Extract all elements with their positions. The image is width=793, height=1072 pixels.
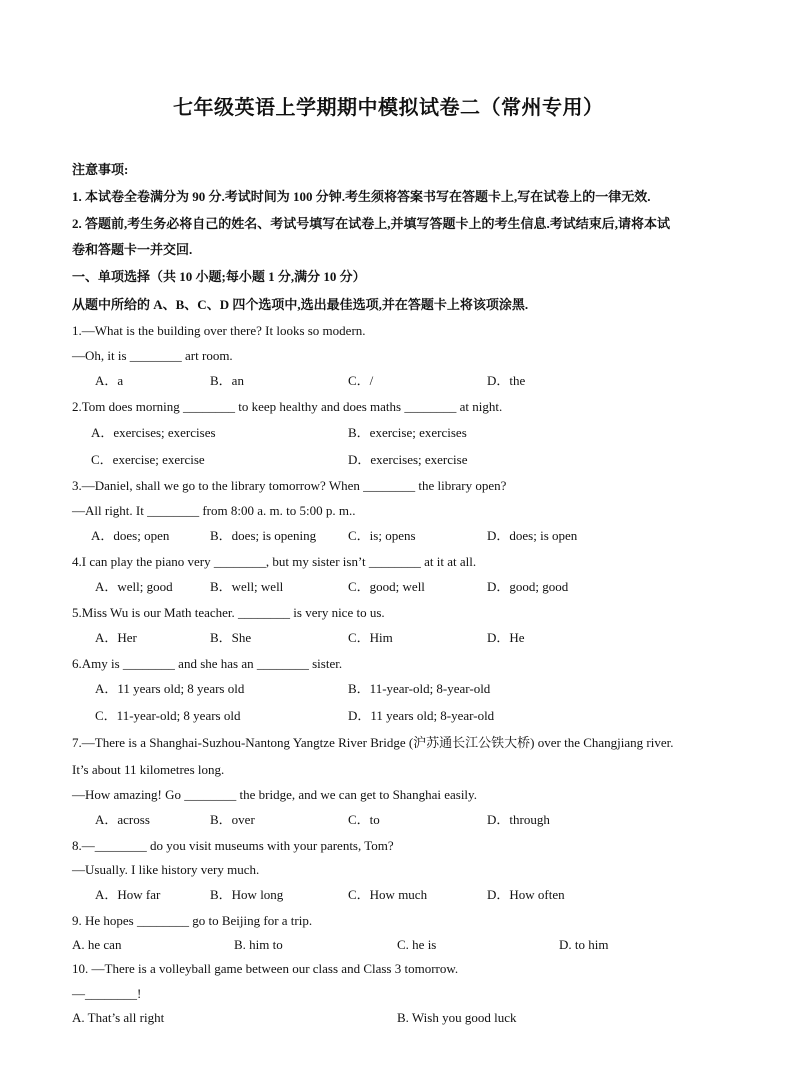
question-5-option-a: A．Her [95,630,137,645]
question-1-reply: —Oh, it is ________ art room. [72,348,233,363]
question-6-stem: 6.Amy is ________ and she has an ________ sister. [72,656,343,671]
notice-heading: 注意事项: [72,162,129,177]
question-6-option-d: D．11 years old; 8-year-old [348,708,495,723]
question-9-option-c: C. he is [397,937,437,952]
question-5-option-b: B．She [210,630,252,645]
question-5-stem: 5.Miss Wu is our Math teacher. ________ is very nice to us. [72,605,385,620]
question-10-option-b: B. Wish you good luck [397,1010,517,1025]
question-6-option-a: A．11 years old; 8 years old [95,681,245,696]
question-4-option-a: A．well; good [95,579,173,594]
question-9-option-b: B. him to [234,937,283,952]
question-9-option-a: A. he can [72,937,122,952]
question-2-stem: 2.Tom does morning ________ to keep healthy and does maths ________ at night. [72,399,503,414]
question-1-stem: 1.—What is the building over there? It looks so modern. [72,323,366,338]
question-6-option-c: C．11-year-old; 8 years old [95,708,241,723]
notice-item-2-cont: 卷和答题卡一并交回. [72,242,193,257]
question-7-stem: 7.—There is a Shanghai-Suzhou-Nantong Yangtze River Bridge (沪苏通长江公铁大桥) over the Changjiang river. [72,735,674,750]
question-2-option-a: A．exercises; exercises [91,425,216,440]
question-10-reply: —________! [72,986,142,1001]
question-2-option-d: D．exercises; exercise [348,452,468,467]
question-2-option-b: B．exercise; exercises [348,425,467,440]
question-5-option-c: C．Him [348,630,393,645]
question-7-stem-cont: It’s about 11 kilometres long. [72,762,225,777]
question-4-option-d: D．good; good [487,579,569,594]
question-3-stem: 3.—Daniel, shall we go to the library tomorrow? When ________ the library open? [72,478,507,493]
question-7-option-d: D．through [487,812,550,827]
question-10-option-a: A. That’s all right [72,1010,165,1025]
section-heading: 一、单项选择（共 10 小题;每小题 1 分,满分 10 分） [72,269,366,284]
question-8-option-d: D．How often [487,887,565,902]
page-title: 七年级英语上学期期中模拟试卷二（常州专用） [173,97,604,119]
question-9-stem: 9. He hopes ________ go to Beijing for a trip. [72,913,313,928]
question-4-option-c: C．good; well [348,579,425,594]
question-8-option-c: C．How much [348,887,428,902]
question-3-reply: —All right. It ________ from 8:00 a. m. to 5:00 p. m.. [72,503,356,518]
question-8-option-b: B．How long [210,887,284,902]
question-9-option-d: D. to him [559,937,609,952]
question-3-option-c: C．is; opens [348,528,416,543]
question-7-option-b: B．over [210,812,255,827]
question-1-option-b: B．an [210,373,244,388]
question-4-stem: 4.I can play the piano very ________, but my sister isn’t ________ at it at all. [72,554,477,569]
notice-item-1: 1. 本试卷全卷满分为 90 分.考试时间为 100 分钟.考生须将答案书写在答题卡上,写在试卷上的一律无效. [72,189,651,204]
notice-item-2: 2. 答题前,考生务必将自己的姓名、考试号填写在试卷上,并填写答题卡上的考生信息.考试结束后,请将本试 [72,216,671,231]
question-7-option-a: A．across [95,812,150,827]
question-6-option-b: B．11-year-old; 8-year-old [348,681,491,696]
question-8-reply: —Usually. I like history very much. [72,862,260,877]
question-4-option-b: B．well; well [210,579,284,594]
question-7-option-c: C．to [348,812,380,827]
question-5-option-d: D．He [487,630,525,645]
question-1-option-d: D．the [487,373,526,388]
question-3-option-a: A．does; open [91,528,170,543]
question-1-option-c: C．/ [348,373,374,388]
question-7-reply: —How amazing! Go ________ the bridge, and we can get to Shanghai easily. [72,787,477,802]
question-3-option-d: D．does; is open [487,528,578,543]
question-10-stem: 10. —There is a volleyball game between our class and Class 3 tomorrow. [72,961,459,976]
section-instruction: 从题中所给的 A、B、C、D 四个选项中,选出最佳选项,并在答题卡上将该项涂黑. [72,297,529,312]
question-3-option-b: B．does; is opening [210,528,317,543]
question-8-stem: 8.—________ do you visit museums with your parents, Tom? [72,838,394,853]
question-8-option-a: A．How far [95,887,161,902]
question-1-option-a: A．a [95,373,124,388]
question-2-option-c: C．exercise; exercise [91,452,205,467]
